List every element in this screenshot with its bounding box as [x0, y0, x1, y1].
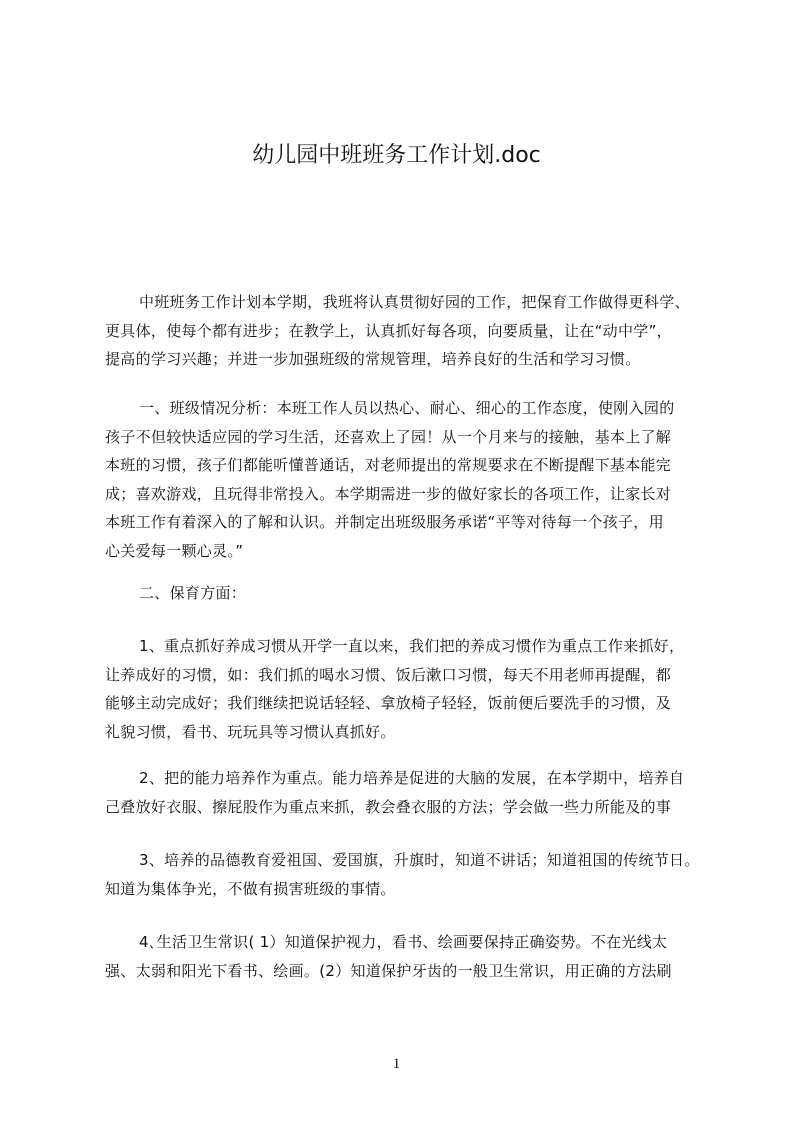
paragraph-line: 礼貌习惯，看书、玩玩具等习惯认真抓好。 [105, 722, 396, 741]
paragraph-line: 知道为集体争光，不做有损害班级的事情。 [105, 879, 396, 898]
paragraph-line: 成；喜欢游戏，且玩得非常投入。本学期需进一步的做好家长的各项工作，让家长对 [105, 484, 672, 503]
page-number: 1 [392, 1056, 401, 1072]
document-title: 幼儿园中班班务工作计划.doc [252, 143, 541, 168]
paragraph-line: 3、培养的品德教育爱祖国、爱国旗，升旗时，知道不讲话；知道祖国的传统节日。 [139, 851, 700, 869]
paragraph-line: 2、把的能力培养作为重点。能力培养是促进的大脑的发展，在本学期中，培养自 [139, 769, 685, 787]
paragraph-class-analysis [105, 394, 725, 565]
paragraph-line: 强、太弱和阳光下看书、绘画。(2）知道保护牙齿的一般卫生常识，用正确的方法刷 [105, 961, 672, 980]
paragraph-morals [105, 846, 725, 903]
paragraph-line: 一、班级情况分析：本班工作人员以热心、耐心、细心的工作态度，使刚入园的 [139, 399, 675, 417]
paragraph-abilities [105, 764, 725, 821]
paragraph-line: 能够主动完成好；我们继续把说话轻轻、拿放椅子轻轻，饭前便后要洗手的习惯，及 [105, 694, 672, 712]
paragraph-line: 中班班务工作计划本学期，我班将认真贯彻好园的工作，把保育工作做得更科学、 [139, 293, 690, 311]
paragraph-line: 己叠放好衣服、擦屁股作为重点来抓，教会叠衣服的方法；学会做一些力所能及的事 [105, 797, 672, 816]
paragraph-hygiene [105, 928, 725, 985]
section-heading-care [105, 579, 725, 608]
paragraph-intro [105, 288, 725, 374]
paragraph-line: 4､生活卫生常识( 1）知道保护视力，看书、绘画要保持正确姿势。不在光线太 [139, 933, 668, 951]
paragraph-line: 本班的习惯，孩子们都能听懂普通话，对老师提出的常规要求在不断提醒下基本能完 [105, 456, 672, 474]
section-heading-line: 二、保育方面： [139, 584, 247, 602]
paragraph-habits [105, 632, 725, 746]
paragraph-line: 1、重点抓好养成习惯从开学一直以来，我们把的养成习惯作为重点工作来抓好， [139, 637, 685, 655]
paragraph-line: 让养成好的习惯，如：我们抓的喝水习惯、饭后漱口习惯，每天不用老师再提醒，都 [105, 665, 672, 684]
paragraph-line: 本班工作有着深入的了解和认识。并制定出班级服务承诺“平等对待每一个孩子，用 [105, 513, 664, 531]
paragraph-line: 更具体，使每个都有进步；在教学上，认真抓好每各项，向要质量，让在“动中学”， [105, 321, 672, 340]
paragraph-line: 心关爱每一颗心灵。” [105, 541, 244, 560]
paragraph-line: 孩子不但较快适应园的学习生活，还喜欢上了园！从一个月来与的接触，基本上了解 [105, 427, 672, 446]
paragraph-line: 提高的学习兴趣；并进一步加强班级的常规管理，培养良好的生活和学习习惯。 [105, 350, 641, 368]
